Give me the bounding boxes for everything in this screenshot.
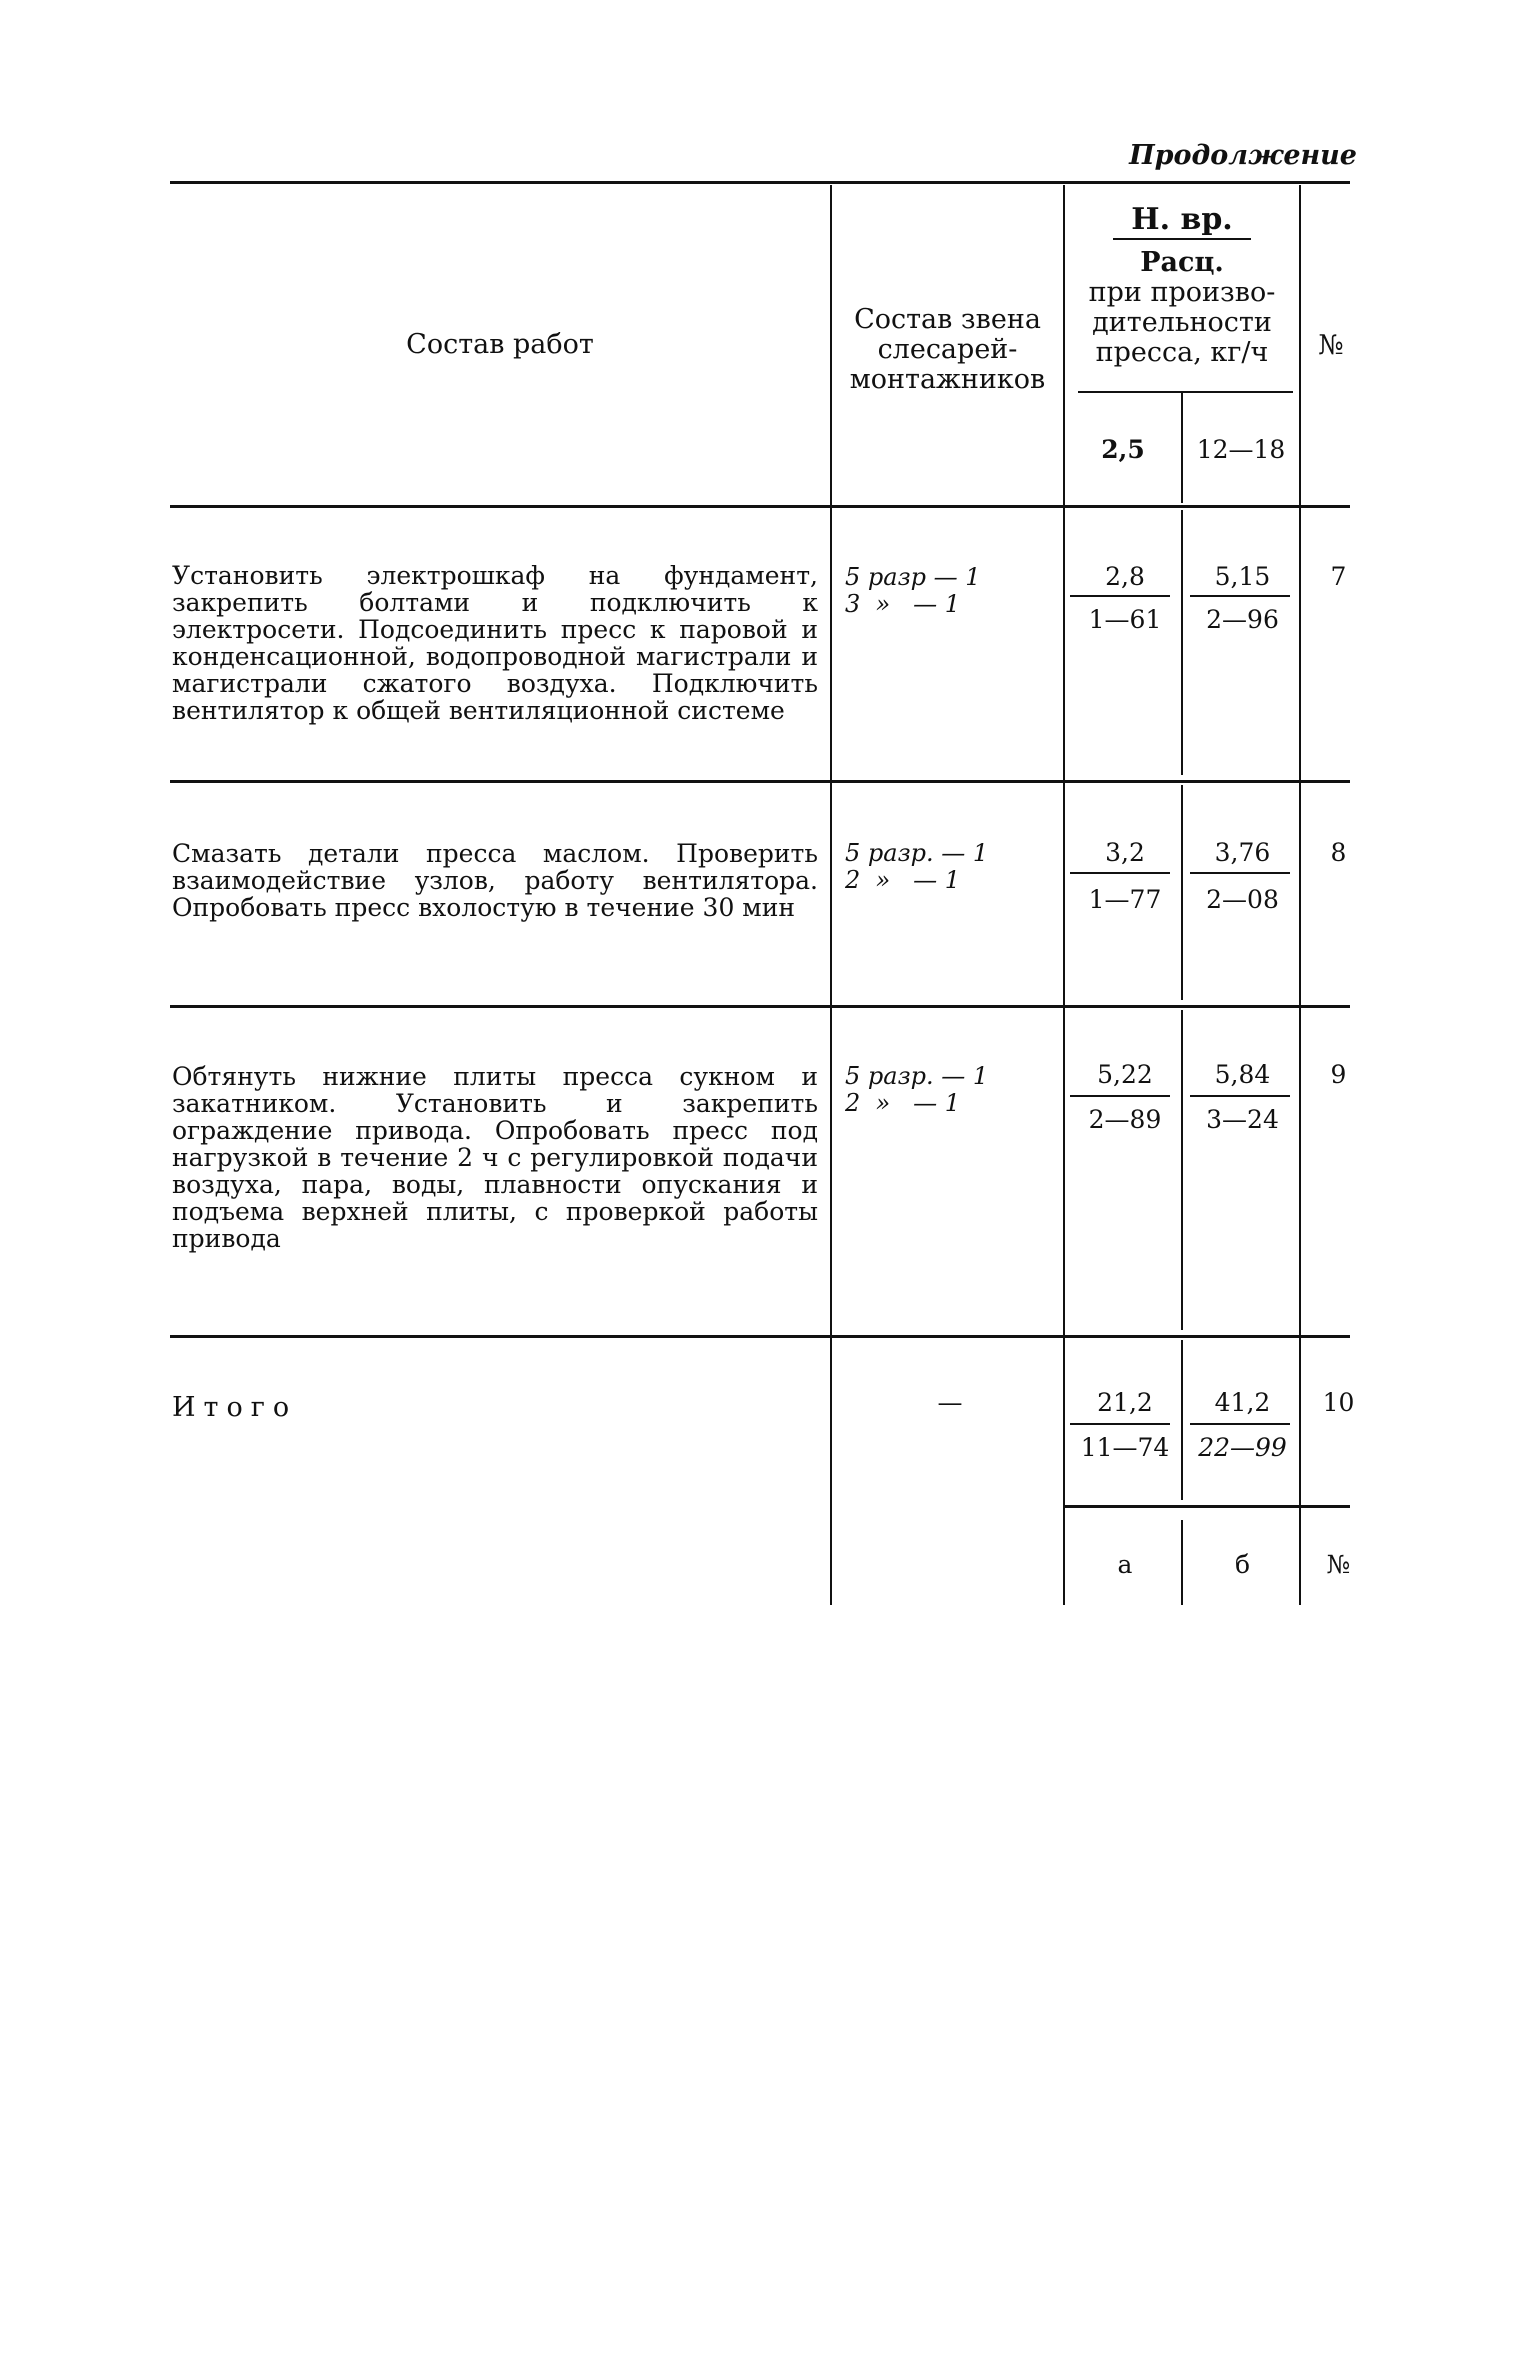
header-work: Состав работ — [406, 329, 594, 360]
header-norm: Н. вр. Расц. при произво- дительности пресса, кг/ч — [1065, 205, 1299, 368]
row-7-b-time: 5,15 — [1214, 562, 1271, 591]
total-no: 10 — [1322, 1388, 1355, 1417]
row-9-crew: 5 разр. — 1 2 » — 1 — [845, 1062, 989, 1117]
footer-a: а — [1117, 1550, 1133, 1579]
header-crew: Состав звена слесарей- монтажников — [849, 304, 1046, 395]
row-9-work: Обтянуть нижние плиты пресса сукном и закатником. Установить и закрепить ограждение привода. Опробовать пресс под нагрузкой в течение 2 ч с регулировкой подачи воздуха, пара, воды, плавности опускания и подъема верхней плиты, с проверкой работы привода — [172, 1062, 818, 1253]
row-7-a-rate: 1—61 — [1088, 605, 1162, 634]
header-no: № — [1318, 330, 1344, 361]
row-8-a-rate: 1—77 — [1088, 885, 1162, 914]
row-7-crew: 5 разр — 1 3 » — 1 — [845, 563, 981, 618]
rate-title: Расц. — [1140, 247, 1224, 278]
continuation-title: Продолжение — [1129, 140, 1357, 171]
row-8-a-time: 3,2 — [1105, 838, 1145, 867]
row-9-a-rate: 2—89 — [1088, 1105, 1162, 1134]
footer-no: № — [1326, 1550, 1351, 1579]
total-a-rate: 11—74 — [1080, 1433, 1170, 1462]
row-8-no: 8 — [1330, 838, 1347, 867]
row-9-b-time: 5,84 — [1214, 1060, 1271, 1089]
total-label: Итого — [172, 1392, 298, 1423]
row-8-work: Смазать детали пресса маслом. Проверить взаимодействие узлов, работу вентилятора. Опробовать пресс вхолостую в течение 30 мин — [172, 839, 818, 922]
footer-b: б — [1234, 1550, 1251, 1579]
total-b-time: 41,2 — [1214, 1388, 1271, 1417]
row-8-b-time: 3,76 — [1214, 838, 1271, 867]
row-7-a-time: 2,8 — [1105, 562, 1145, 591]
capacity-a: 2,5 — [1101, 435, 1145, 464]
row-9-a-time: 5,22 — [1097, 1060, 1153, 1089]
row-9-b-rate: 3—24 — [1206, 1105, 1279, 1134]
capacity-b: 12—18 — [1196, 435, 1286, 464]
row-9-no: 9 — [1330, 1060, 1347, 1089]
row-7-no: 7 — [1330, 562, 1347, 591]
row-8-crew: 5 разр. — 1 2 » — 1 — [845, 839, 989, 894]
row-8-b-rate: 2—08 — [1206, 885, 1279, 914]
norm-title: Н. вр. — [1113, 205, 1251, 240]
total-a-time: 21,2 — [1097, 1388, 1153, 1417]
row-7-b-rate: 2—96 — [1206, 605, 1279, 634]
row-7-work: Установить электрошкаф на фундамент, закрепить болтами и подключить к электросети. Подсоединить пресс к паровой и конденсационной, водопроводной магистрали и магистрали сжатого воздуха. Подключить вентилятор к общей вентиляционной системе — [172, 561, 818, 725]
total-crew: — — [937, 1388, 963, 1417]
total-b-rate: 22—99 — [1198, 1433, 1287, 1462]
